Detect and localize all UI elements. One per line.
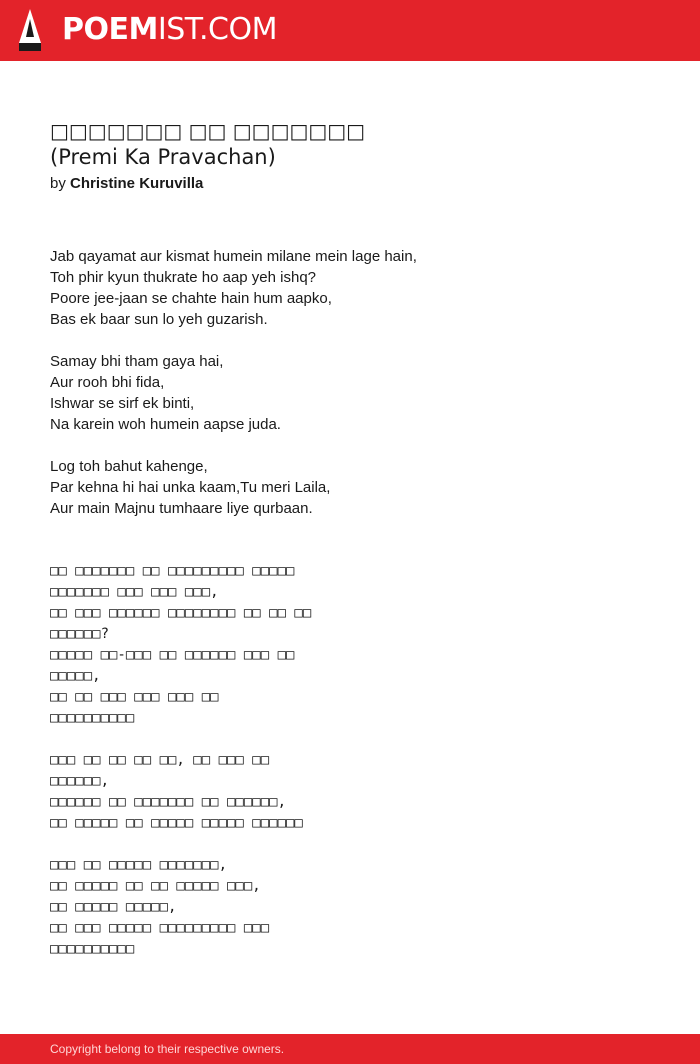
poem-stanza xyxy=(50,855,650,960)
poem-line: □□□□□ □□-□□□ □□ □□□□□□ □□□ □□ xyxy=(50,647,295,663)
poem-line: □□□□□□□ □□□ □□□ □□□, xyxy=(50,584,219,600)
byline xyxy=(50,174,650,194)
site-footer xyxy=(0,1034,700,1064)
by-label: by xyxy=(50,175,66,192)
poem-line: □□ □□□□□□□ □□ □□□□□□□□□ □□□□□ xyxy=(50,563,295,579)
poem-line: Na karein woh humein aapse juda. xyxy=(50,416,281,433)
poem-stanza xyxy=(50,351,650,435)
poem-line: Toh phir kyun thukrate ho aap yeh ishq? xyxy=(50,269,317,286)
poem-line: Aur rooh bhi fida, xyxy=(50,374,165,391)
poem-line: Bas ek baar sun lo yeh guzarish. xyxy=(50,311,268,328)
author-name: Christine Kuruvilla xyxy=(70,175,204,192)
poem-stanza xyxy=(50,561,650,729)
poem-line: Samay bhi tham gaya hai, xyxy=(50,353,224,370)
poem-line: Poore jee-jaan se chahte hain hum aapko, xyxy=(50,290,332,307)
poem-line: □□□ □□ □□ □□ □□, □□ □□□ □□ xyxy=(50,752,270,768)
poem-line: Par kehna hi hai unka kaam,Tu meri Laila, xyxy=(50,479,331,496)
poem-line: □□□ □□ □□□□□ □□□□□□□, xyxy=(50,857,228,873)
logo-bold-text: POEM xyxy=(62,12,158,47)
site-logo[interactable] xyxy=(62,11,277,49)
poem-stanza xyxy=(50,246,650,330)
poem-line: □□ □□ □□□ □□□ □□□ □□ xyxy=(50,689,219,705)
poem-line: □□ □□□□□ □□□□□, xyxy=(50,899,177,915)
poem-line: Ishwar se sirf ek binti, xyxy=(50,395,195,412)
poem-title-latin: (Premi Ka Pravachan) xyxy=(50,145,276,169)
poem-line: □□□□□, xyxy=(50,668,101,684)
poem-line: Aur main Majnu tumhaare liye qurbaan. xyxy=(50,500,313,517)
poem-line: □□ □□□ □□□□□ □□□□□□□□□ □□□ xyxy=(50,920,270,936)
poem-line: □□ □□□□□ □□ □□□□□ □□□□□ □□□□□□ xyxy=(50,815,303,831)
poem-body-native xyxy=(50,561,650,960)
poem-content xyxy=(50,118,650,981)
copyright-text: Copyright belong to their respective owners. xyxy=(50,1042,285,1056)
poem-line: □□□□□□, xyxy=(50,773,110,789)
poem-stanza xyxy=(50,750,650,834)
poem-line: □□□□□□□□□□ xyxy=(50,710,135,726)
poem-line: □□ □□□□□ □□ □□ □□□□□ □□□, xyxy=(50,878,261,894)
logo-light-text: IST.COM xyxy=(157,12,277,47)
poem-line: □□□□□□? xyxy=(50,626,110,642)
poem-line: □□ □□□ □□□□□□ □□□□□□□□ □□ □□ □□ xyxy=(50,605,312,621)
site-header xyxy=(0,0,700,61)
poem-line: Log toh bahut kahenge, xyxy=(50,458,208,475)
pencil-tip-icon[interactable] xyxy=(18,9,42,51)
poem-line: □□□□□□ □□ □□□□□□□ □□ □□□□□□, xyxy=(50,794,287,810)
poem-stanza xyxy=(50,456,650,519)
poem-line: □□□□□□□□□□ xyxy=(50,941,135,957)
poem-title-native: □□□□□□□ □□ □□□□□□□ xyxy=(50,119,366,143)
poem-line: Jab qayamat aur kismat humein milane mein lage hain, xyxy=(50,248,417,265)
poem-body-latin xyxy=(50,246,650,519)
